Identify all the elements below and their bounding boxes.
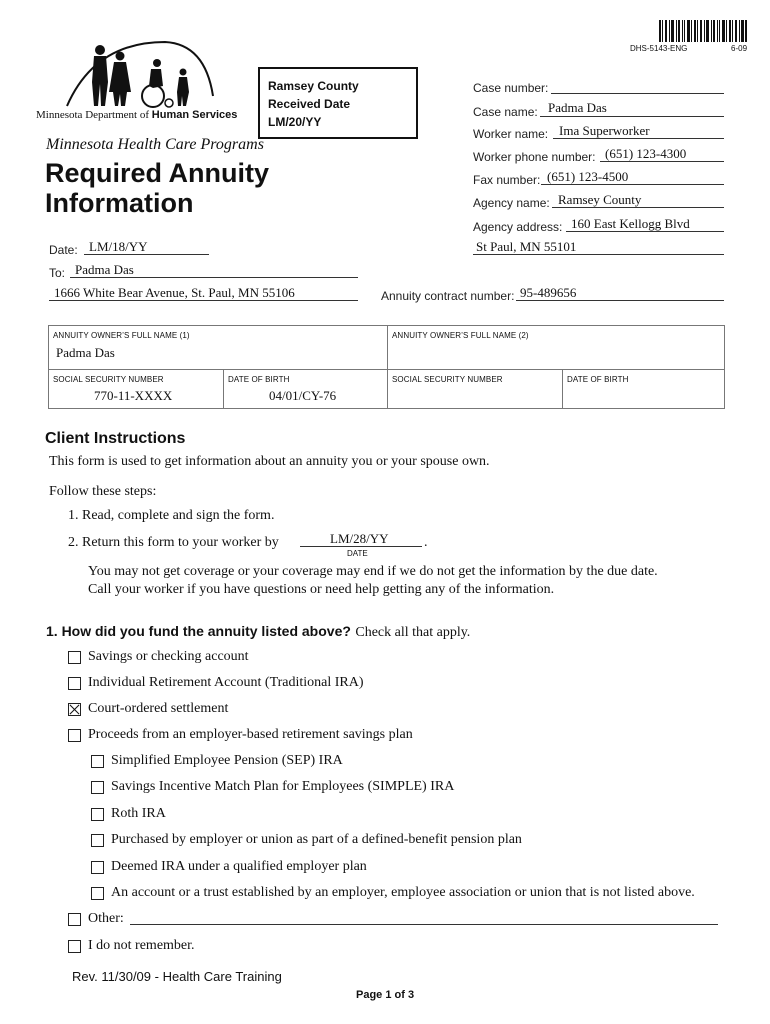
date-value[interactable]: LM/18/YY [89,239,148,254]
warning-line2: Call your worker if you have questions or need help getting any of the information. [88,582,555,597]
instructions-intro: This form is used to get information about an annuity you or your spouse own. [49,454,490,469]
warning-line1: You may not get coverage or your coverage may end if we do not get the information by the due date. [88,564,658,579]
option-deemed-ira: Deemed IRA under a qualified employer plan [111,859,367,874]
stamp-county: Ramsey County [268,79,359,93]
do-not-remember-checkbox[interactable] [68,940,81,953]
agency-name-value[interactable]: Ramsey County [558,192,642,207]
dob1-value: 04/01/CY-76 [269,388,337,403]
worker-name-label: Worker name: [473,127,549,141]
to-name-value[interactable]: Padma Das [75,262,134,277]
form-date: 6-09 [731,44,748,53]
dob1-cell[interactable] [224,370,388,409]
simple-ira-checkbox[interactable] [91,781,104,794]
date-label: Date: [49,243,78,257]
step2-period: . [424,535,428,550]
ssn2-cell[interactable] [388,370,563,409]
due-date-value[interactable]: LM/28/YY [330,531,389,546]
case-name-label: Case name: [473,105,538,119]
barcode [659,20,747,42]
agency-address-line2[interactable]: St Paul, MN 55101 [476,239,577,254]
case-number-label: Case number: [473,81,549,95]
owner1-value: Padma Das [56,345,115,360]
instructions-step2: 2. Return this form to your worker by [68,535,279,550]
owner-table [48,325,725,409]
option-employer-trust: An account or a trust established by an employer, employee association or union that is not listed above. [111,885,695,900]
instructions-follow: Follow these steps: [49,484,157,499]
program-name: Minnesota Health Care Programs [46,136,264,153]
option-sep-ira: Simplified Employee Pension (SEP) IRA [111,753,343,768]
ira-checkbox[interactable] [68,677,81,690]
instructions-heading: Client Instructions [45,430,186,447]
agency-address-line1[interactable]: 160 East Kellogg Blvd [571,216,690,231]
revision-note: Rev. 11/30/09 - Health Care Training [72,969,282,984]
annuity-contract-label: Annuity contract number: [381,289,515,303]
option-defined-benefit: Purchased by employer or union as part of a defined-benefit pension plan [111,832,522,847]
dhs-logo [55,36,215,110]
owner2-cell[interactable] [388,326,725,370]
owner2-label: ANNUITY OWNER’S FULL NAME (2) [392,331,529,340]
stamp-received: Received Date [268,97,351,111]
option-employer-plan: Proceeds from an employer-based retirement savings plan [88,727,413,742]
employer-trust-checkbox[interactable] [91,887,104,900]
department-name [36,109,237,121]
ssn2-label: SOCIAL SECURITY NUMBER [392,375,503,384]
dob2-cell[interactable] [563,370,725,409]
question1-title [46,623,470,641]
option-savings: Savings or checking account [88,649,249,664]
to-label: To: [49,266,66,280]
stamp-date: LM/20/YY [268,115,322,129]
agency-name-label: Agency name: [473,196,550,210]
question1-text: 1. How did you fund the annuity listed above? [46,623,351,639]
dob2-label: DATE OF BIRTH [567,375,629,384]
owner1-label: ANNUITY OWNER’S FULL NAME (1) [53,331,190,340]
case-name-value[interactable]: Padma Das [548,100,607,115]
deemed-ira-checkbox[interactable] [91,861,104,874]
defined-benefit-checkbox[interactable] [91,834,104,847]
due-date-caption: DATE [347,549,368,558]
ssn1-cell[interactable] [49,370,224,409]
annuity-contract-value[interactable]: 95-489656 [520,285,577,300]
ssn1-label: SOCIAL SECURITY NUMBER [53,375,164,384]
instructions-step1: 1. Read, complete and sign the form. [68,508,275,523]
worker-phone-value[interactable]: (651) 123-4300 [605,146,687,161]
owner1-cell[interactable] [49,326,388,370]
court-settlement-checkbox[interactable] [68,703,81,716]
fax-label: Fax number: [473,173,541,187]
option-roth-ira: Roth IRA [111,806,166,821]
roth-ira-checkbox[interactable] [91,808,104,821]
title-line1: Required Annuity [45,158,270,188]
option-simple-ira: Savings Incentive Match Plan for Employees (SIMPLE) IRA [111,779,455,794]
savings-checkbox[interactable] [68,651,81,664]
department-prefix: Minnesota Department of [36,109,150,121]
ssn1-value: 770-11-XXXX [94,388,173,403]
title-line2: Information [45,188,194,218]
department-bold: Human Services [151,109,238,121]
option-court-settlement: Court-ordered settlement [88,701,229,716]
option-other: Other: [88,911,124,926]
to-address-value[interactable]: 1666 White Bear Avenue, St. Paul, MN 55106 [54,285,295,300]
other-checkbox[interactable] [68,913,81,926]
other-input[interactable] [130,924,718,925]
option-do-not-remember: I do not remember. [88,938,195,953]
agency-address-label: Agency address: [473,220,563,234]
option-ira: Individual Retirement Account (Traditional IRA) [88,675,364,690]
form-code: DHS-5143-ENG [630,44,688,53]
page-number: Page 1 of 3 [356,989,415,1001]
employer-plan-checkbox[interactable] [68,729,81,742]
question1-note: Check all that apply. [355,625,471,640]
fax-value[interactable]: (651) 123-4500 [547,169,629,184]
received-stamp [258,67,418,139]
worker-phone-label: Worker phone number: [473,150,596,164]
sep-ira-checkbox[interactable] [91,755,104,768]
worker-name-value[interactable]: Ima Superworker [559,123,650,138]
dob1-label: DATE OF BIRTH [228,375,290,384]
